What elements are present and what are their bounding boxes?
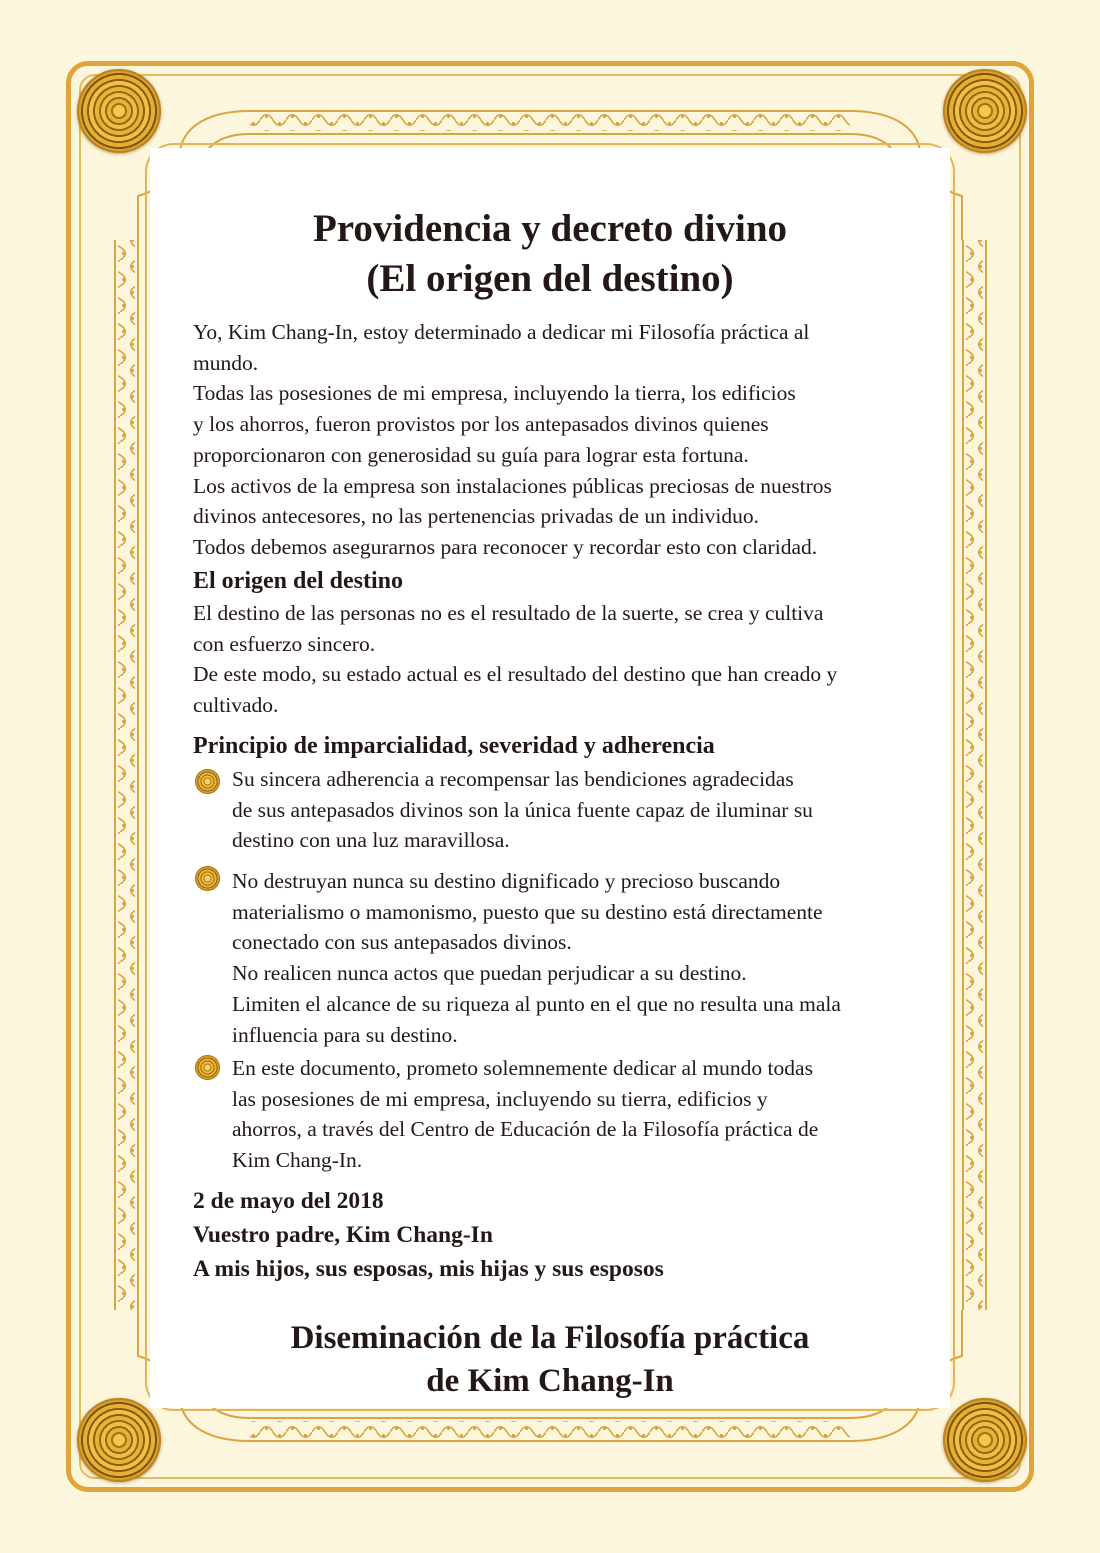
intro-line: proporcionaron con generosidad su guía para lograr esta fortuna. xyxy=(193,442,749,467)
signature-line: Vuestro padre, Kim Chang-In xyxy=(193,1222,493,1248)
footer-title: Diseminación de la Filosofía práctica xyxy=(290,1320,810,1356)
addressees-line: A mis hijos, sus esposas, mis hijas y sus esposos xyxy=(193,1256,664,1282)
intro-line: Todas las posesiones de mi empresa, incluyendo la tierra, los edificios xyxy=(193,381,796,406)
section-origin-line: cultivado. xyxy=(193,693,279,718)
gold-medallion-icon xyxy=(943,1398,1027,1482)
section-origin-line: El destino de las personas no es el resultado de la suerte, se crea y cultiva xyxy=(193,601,824,625)
bullet-line: ahorros, a través del Centro de Educación de la Filosofía práctica de xyxy=(232,1117,819,1142)
bullet-line: destino con una luz maravillosa. xyxy=(232,828,510,853)
gold-medallion-icon xyxy=(943,69,1027,153)
intro-line: mundo. xyxy=(193,350,259,375)
bullet-line: Su sincera adherencia a recompensar las bendiciones agradecidas xyxy=(232,767,794,791)
bullet-line: materialismo o mamonismo, puesto que su destino está directamente xyxy=(232,899,823,924)
bullet-item xyxy=(232,1053,952,1176)
bullet-line: de sus antepasados divinos son la única fuente capaz de iluminar su xyxy=(232,797,813,822)
gold-medallion-icon xyxy=(77,1398,161,1482)
document-date: 2 de mayo del 2018 xyxy=(193,1188,384,1214)
intro-line: y los ahorros, fueron provistos por los antepasados divinos quienes xyxy=(193,412,769,437)
bullet-line: No realicen nunca actos que puedan perjudicar a su destino. xyxy=(232,961,747,986)
intro-line: Los activos de la empresa son instalaciones públicas preciosas de nuestros xyxy=(193,473,832,498)
section-origin-line: De este modo, su estado actual es el resultado del destino que han creado y xyxy=(193,662,838,687)
bullet-line: Kim Chang-In. xyxy=(232,1148,363,1173)
intro-line: Todos debemos asegurarnos para reconocer y recordar esto con claridad. xyxy=(193,534,818,559)
intro-paragraph xyxy=(193,317,953,563)
document-title: Providencia y decreto divino xyxy=(312,207,788,250)
gold-medallion-icon xyxy=(77,69,161,153)
bullet-line: influencia para su destino. xyxy=(232,1022,458,1047)
bullet-item xyxy=(232,866,952,1050)
bullet-line: Limiten el alcance de su riqueza al punto en el que no resulta una mala xyxy=(232,991,841,1016)
footer-subtitle: de Kim Chang-In xyxy=(426,1363,674,1399)
section-origin-line: con esfuerzo sincero. xyxy=(193,631,376,656)
document-subtitle: (El origen del destino) xyxy=(366,257,734,300)
bullet-line: conectado con sus antepasados divinos. xyxy=(232,930,572,955)
gold-bullet-icon xyxy=(195,769,220,794)
intro-line: divinos antecesores, no las pertenencias privadas de un individuo. xyxy=(193,504,760,529)
intro-line: Yo, Kim Chang-In, estoy determinado a dedicar mi Filosofía práctica al xyxy=(193,320,810,344)
gold-bullet-icon xyxy=(195,1055,220,1080)
section-heading-origin: El origen del destino xyxy=(193,568,404,594)
bullet-item xyxy=(232,764,952,856)
bullet-line: En este documento, prometo solemnemente dedicar al mundo todas xyxy=(232,1056,813,1080)
bullet-line: No destruyan nunca su destino dignificado y precioso buscando xyxy=(232,869,781,893)
section-heading-principle: Principio de imparcialidad, severidad y adherencia xyxy=(193,733,715,759)
bullet-line: las posesiones de mi empresa, incluyendo su tierra, edificios y xyxy=(232,1086,768,1111)
gold-bullet-icon xyxy=(195,866,220,891)
section-origin-paragraph xyxy=(193,598,953,721)
